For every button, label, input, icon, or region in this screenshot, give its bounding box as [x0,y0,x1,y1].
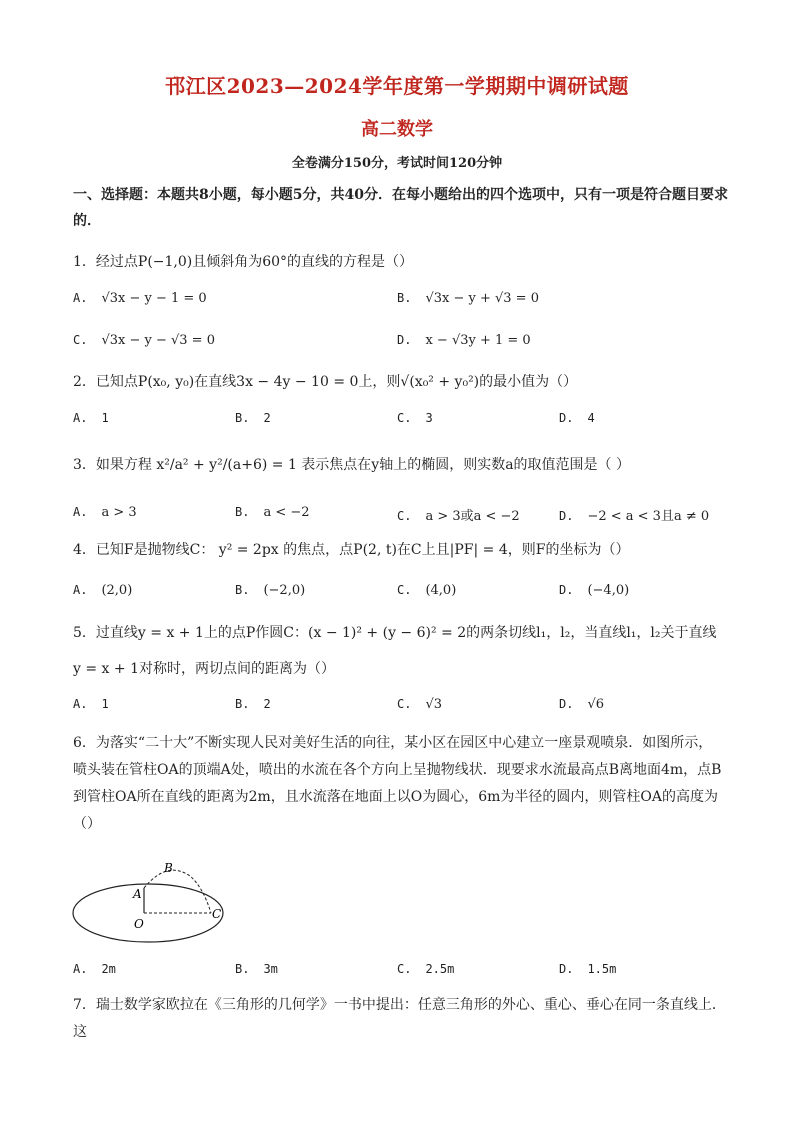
option-d-text: √6 [587,697,605,712]
option-b-text: 2 [263,411,271,425]
section-heading: 一、选择题：本题共8小题，每小题5分，共40分．在每小题给出的四个选项中，只有一项是符合题目要求的． [73,187,728,229]
option-a: A. √3x − y − 1 = 0 [73,291,207,306]
option-c-text: a > 3或a < −2 [425,509,520,524]
option-b: B. 3m [235,962,278,976]
option-d: D. 1.5m [559,962,617,976]
option-c-text: (4,0) [425,583,457,598]
option-c: C. 2.5m [397,962,455,976]
option-c-text: √3x − y − √3 = 0 [101,333,215,348]
question-2-options [73,411,729,433]
option-b-text: √3x − y + √3 = 0 [425,291,539,306]
option-d: D. x − √3y + 1 = 0 [397,333,531,348]
question-5-options [73,697,729,719]
option-a: A. (2,0) [73,583,133,598]
option-a-text: √3x − y − 1 = 0 [101,291,207,306]
option-b-text: (−2,0) [263,583,306,598]
option-d-text: (−4,0) [587,583,630,598]
option-c: C. √3 [397,697,443,712]
question-4-options [73,583,729,605]
point-o-label: O [134,917,144,931]
option-b-text: 3m [263,962,278,976]
option-d-text: 1.5m [587,962,617,976]
option-a-text: a > 3 [101,505,137,520]
option-d: D. (−4,0) [559,583,630,598]
option-b: B. 2 [235,697,271,711]
question-6-stem-line1: 6．为落实“二十大”不断实现人民对美好生活的向往，某小区在园区中心建立一座景观喷泉．如图所示， [73,735,713,751]
option-b-text: a < −2 [263,505,310,520]
option-a: A. 2m [73,962,116,976]
option-d: D. −2 < a < 3且a ≠ 0 [559,509,710,524]
question-2-stem: 2．已知点P(x₀, y₀)在直线3x − 4y − 10 = 0上，则√(x₀² + y₀²)的最小值为（） [73,374,578,390]
option-c: C. 3 [397,411,433,425]
question-6-stem-line2: 喷头装在管柱OA的顶端A处，喷出的水流在各个方向上呈抛物线状．现要求水流最高点B离地面4m，点B [73,762,722,778]
question-4-stem: 4．已知F是抛物线C： y² = 2px 的焦点，点P(2, t)在C上且|PF| = 4，则F的坐标为（） [73,542,630,558]
option-a-text: 1 [101,411,109,425]
point-c-label: C [212,907,222,921]
option-c-text: 3 [425,411,433,425]
question-5-stem-line2: y = x + 1对称时，两切点间的距离为（） [73,661,335,677]
option-a-text: 2m [101,962,116,976]
question-1-options [73,291,729,313]
option-b: B. (−2,0) [235,583,306,598]
option-d: D. 4 [559,411,595,425]
option-c: C. (4,0) [397,583,457,598]
question-6-stem-line4: （） [73,816,101,832]
option-a: A. 1 [73,697,109,711]
question-3-stem: 3．如果方程 x²/a² + y²/(a+6) = 1 表示焦点在y轴上的椭圆，则实数a的取值范围是（ ） [73,457,631,473]
option-c: C. √3x − y − √3 = 0 [73,333,215,348]
option-d: D. √6 [559,697,605,712]
option-a-text: (2,0) [101,583,133,598]
option-a: A. 1 [73,411,109,425]
page-subtitle: 高二数学 [361,119,433,140]
question-1-options-2 [73,333,729,355]
option-a-text: 1 [101,697,109,711]
option-b: B. a < −2 [235,505,310,520]
question-7-stem: 7．瑞士数学家欧拉在《三角形的几何学》一书中提出：任意三角形的外心、重心、垂心在同一条直线上．这 [73,997,726,1040]
option-d-text: −2 < a < 3且a ≠ 0 [587,509,710,524]
option-c: C. a > 3或a < −2 [397,509,520,524]
option-b: B. 2 [235,411,271,425]
question-6-options [73,962,729,984]
option-d-text: x − √3y + 1 = 0 [425,333,531,348]
exam-info: 全卷满分150分，考试时间120分钟 [291,156,503,171]
fountain-figure [70,858,230,948]
point-a-label: A [133,887,142,901]
option-b-text: 2 [263,697,271,711]
option-c-text: 2.5m [425,962,455,976]
page-title: 邗江区2023—2024学年度第一学期期中调研试题 [165,74,629,98]
option-a: A. a > 3 [73,505,137,520]
option-c-text: √3 [425,697,443,712]
water-parabola [144,870,211,913]
option-b: B. √3x − y + √3 = 0 [397,291,539,306]
question-3-options [73,505,729,527]
question-5-stem-line1: 5．过直线y = x + 1上的点P作圆C：(x − 1)² + (y − 6)² = 2的两条切线l₁，l₂，当直线l₁，l₂关于直线 [73,625,717,641]
option-d-text: 4 [587,411,595,425]
point-b-label: B [164,861,173,875]
question-6-stem-line3: 到管柱OA所在直线的距离为2m，且水流落在地面上以O为圆心，6m为半径的圆内，则管柱OA的高度为 [73,789,719,805]
question-1-stem: 1．经过点P(−1,0)且倾斜角为60°的直线的方程是（） [73,254,414,270]
